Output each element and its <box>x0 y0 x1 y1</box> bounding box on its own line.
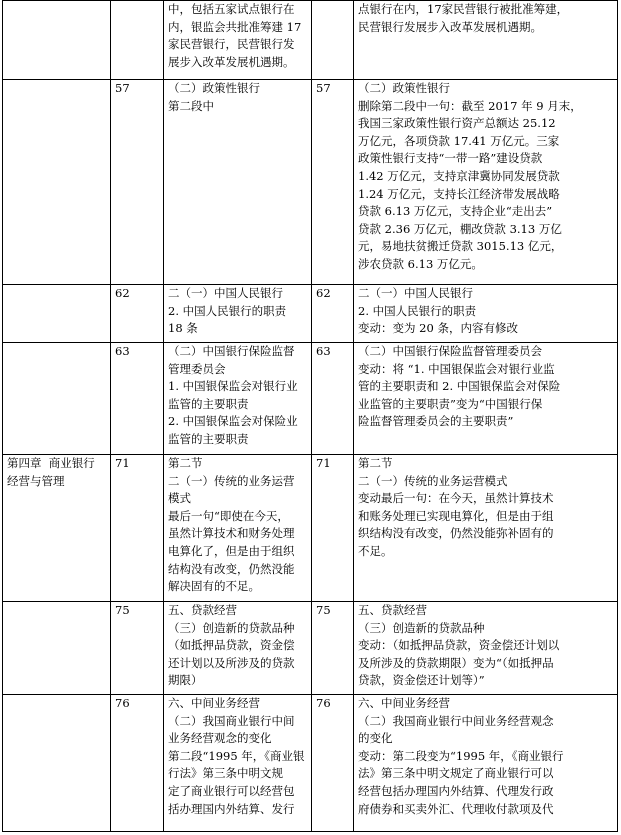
old-page-cell: 57 <box>111 80 164 285</box>
new-page-cell: 76 <box>312 695 354 832</box>
change-text-cell: 二（一）中国人民银行 2. 中国人民银行的职责 变动：变为 20 条，内容有修改 <box>354 285 618 343</box>
change-text-cell: （二）中国银行保险监督管理委员会 变动：将 “1. 中国银保监会对银行业监 管的主要职责和 2. 中国银保监会对保险 业监管的主要职责”变为“中国银行保 险监督管理委员会的主要职责” <box>354 343 618 455</box>
table-row <box>3 455 618 602</box>
original-text-cell: 第二节 二（一）传统的业务运营 模式 最后一句“即使在今天， 虽然计算技术和财务处理 电算化了，但是由于组织 结构没有改变，仍然没能 解决固有的不足。 <box>164 455 312 602</box>
change-text-cell: （二）政策性银行 删除第二段中一句：截至 2017 年 9 月末， 我国三家政策性银行资产总额达 25.12 万亿元，各项贷款 17.41 万亿元。三家 政策性银行支持“一带一路”建设贷款 1.42 万亿元，支持京津冀协同发展贷款 1.24 万亿元，支持长江经济带发展战略 贷款 6.13 万亿元，支持企业“走出去” 贷款 2.36 万亿元，棚改贷款 3.13 万亿 元，易地扶贫搬迁贷款 3015.13 亿元， 涉农贷款 6.13 万亿元。 <box>354 80 618 285</box>
chapter-cell <box>3 343 111 455</box>
new-page-cell <box>312 1 354 80</box>
table-row <box>3 602 618 695</box>
change-text-cell: 五、贷款经营 （三）创造新的贷款品种 变动：（如抵押品贷款，资金偿还计划以 及所涉及的贷款期限）变为“（如抵押品 贷款，资金偿还计划等）” <box>354 602 618 695</box>
original-text-cell: 六、中间业务经营 （二）我国商业银行中间 业务经营观念的变化 第二段“1995 年，《商业银 行法》第三条中明文规 定了商业银行可以经营包 括办理国内外结算、发行 <box>164 695 312 832</box>
original-text-cell: 中，包括五家试点银行在 内，银监会共批准筹建 17 家民营银行，民营银行发 展步入改革发展机遇期。 <box>164 1 312 80</box>
old-page-cell: 75 <box>111 602 164 695</box>
old-page-cell: 63 <box>111 343 164 455</box>
old-page-cell: 71 <box>111 455 164 602</box>
chapter-cell <box>3 80 111 285</box>
revision-table <box>2 0 618 832</box>
table-row <box>3 1 618 80</box>
original-text-cell: （二）政策性银行 第二段中 <box>164 80 312 285</box>
old-page-cell: 76 <box>111 695 164 832</box>
change-text-cell: 第二节 二（一）传统的业务运营模式 变动最后一句：在今天，虽然计算技术 和账务处理已实现电算化，但是由于组 织结构没有改变，仍然没能弥补固有的 不足。 <box>354 455 618 602</box>
old-page-cell: 62 <box>111 285 164 343</box>
original-text-cell: 五、贷款经营 （三）创造新的贷款品种 （如抵押品贷款，资金偿 还计划以及所涉及的贷款 期限） <box>164 602 312 695</box>
original-text-cell: 二（一）中国人民银行 2. 中国人民银行的职责 18 条 <box>164 285 312 343</box>
table-row <box>3 285 618 343</box>
chapter-cell <box>3 602 111 695</box>
old-page-cell <box>111 1 164 80</box>
new-page-cell: 62 <box>312 285 354 343</box>
change-text-cell: 六、中间业务经营 （二）我国商业银行中间业务经营观念 的变化 变动：第二段变为“1995 年，《商业银行 法》第三条中明文规定了商业银行可以 经营包括办理国内外结算、代理发行政 府债券和买卖外汇、代理收付款项及代 <box>354 695 618 832</box>
original-text-cell: （二）中国银行保险监督 管理委员会 1. 中国银保监会对银行业 监管的主要职责 2. 中国银保监会对保险业 监管的主要职责 <box>164 343 312 455</box>
new-page-cell: 75 <box>312 602 354 695</box>
new-page-cell: 57 <box>312 80 354 285</box>
table-row <box>3 695 618 832</box>
change-text-cell: 点银行在内，17家民营银行被批准筹建， 民营银行发展步入改革发展机遇期。 <box>354 1 618 80</box>
chapter-cell: 第四章 商业银行 经营与管理 <box>3 455 111 602</box>
chapter-cell <box>3 285 111 343</box>
new-page-cell: 63 <box>312 343 354 455</box>
table-row <box>3 80 618 285</box>
chapter-cell <box>3 1 111 80</box>
chapter-cell <box>3 695 111 832</box>
new-page-cell: 71 <box>312 455 354 602</box>
table-row <box>3 343 618 455</box>
